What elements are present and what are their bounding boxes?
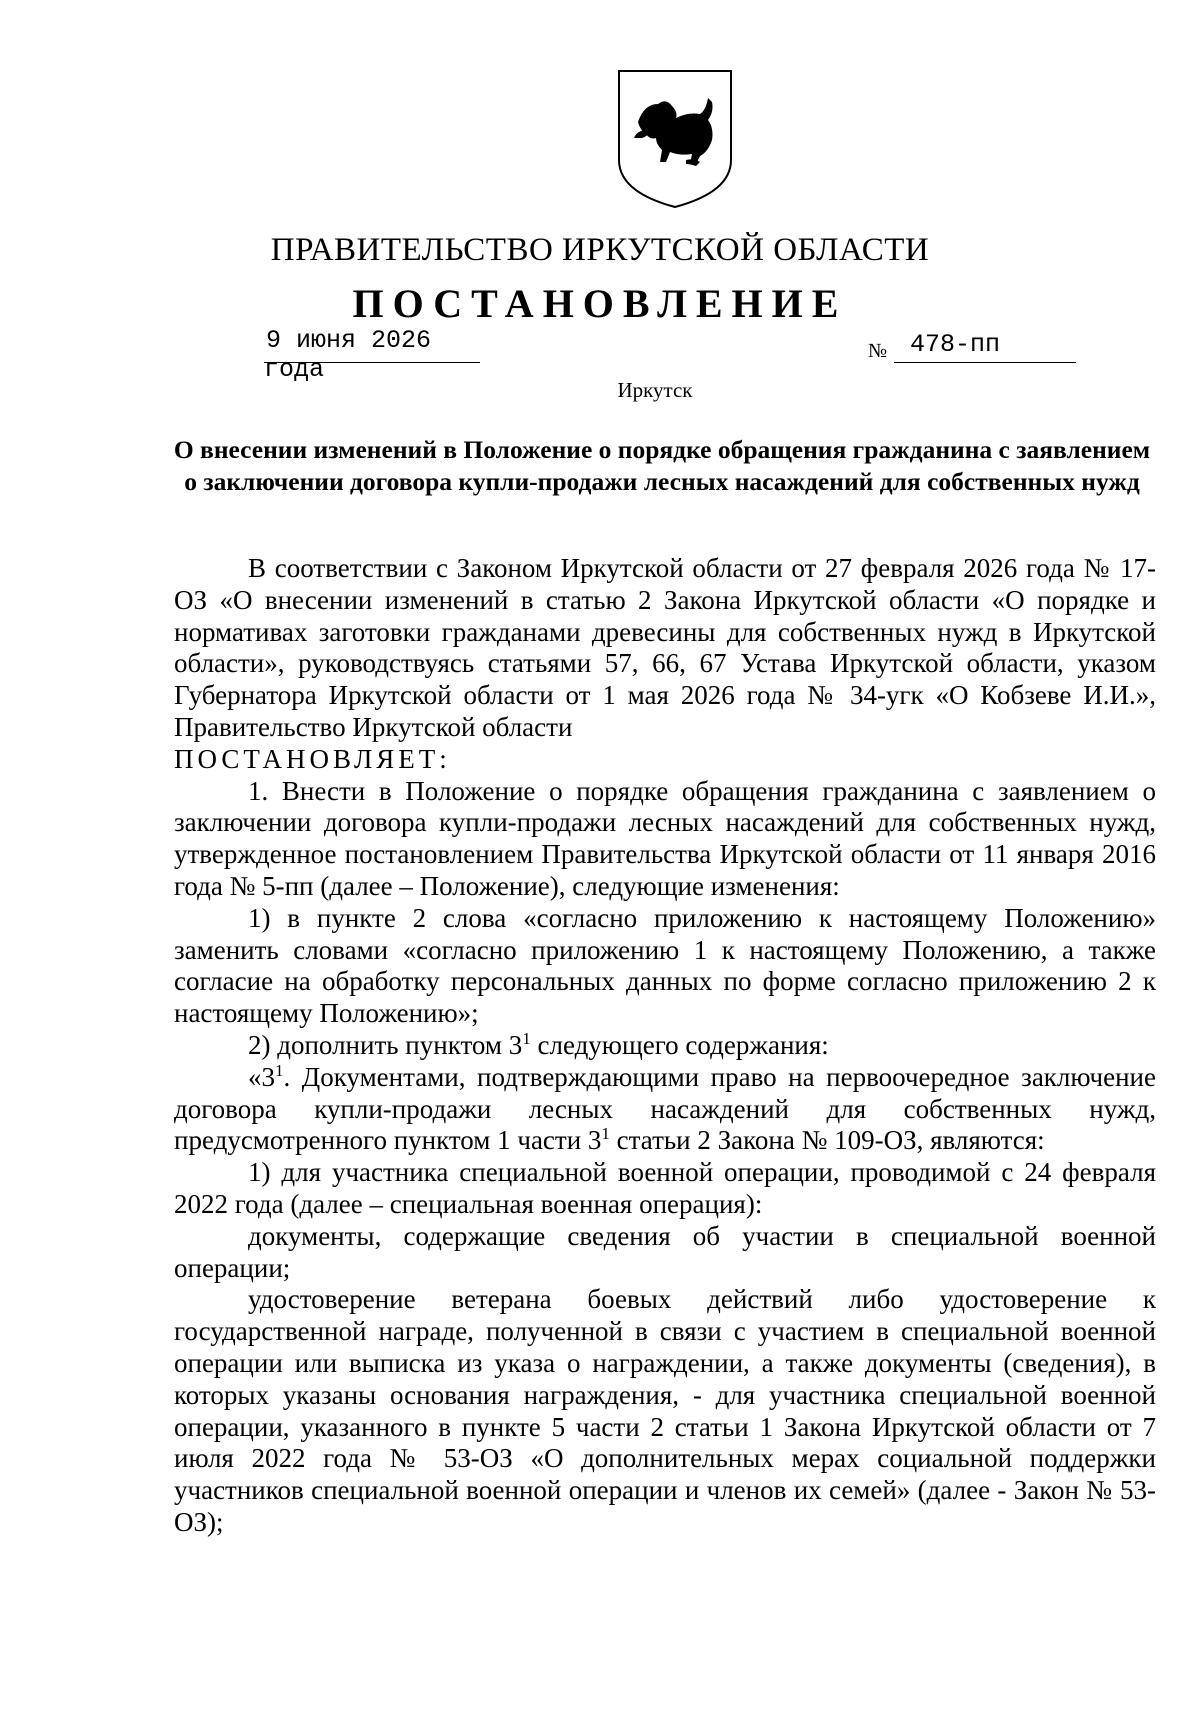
new-point-text-end: статьи 2 Закона № 109-ОЗ, являются:: [609, 1125, 1045, 1156]
subitem-2-superscript: 1: [522, 1028, 531, 1048]
subitem-2-paragraph: [174, 1030, 1156, 1062]
city-name: Иркутск: [617, 378, 693, 402]
subitem-2-text-start: 2) дополнить пунктом 3: [248, 1029, 523, 1060]
document-title: О внесении изменений в Положение о порядке обращения гражданина с заявлением о заключении договора купли-продажи лесных насаждений для собственных нужд: [173, 435, 1151, 496]
document-date-field: [264, 326, 480, 384]
subitem-2-text-end: следующего содержания:: [530, 1029, 829, 1060]
new-point-number: «3: [248, 1061, 275, 1092]
document-number-field: [894, 330, 1076, 363]
coat-of-arms-icon: [616, 68, 734, 210]
new-point-text-superscript: 1: [601, 1124, 610, 1144]
government-name: ПРАВИТЕЛЬСТВО ИРКУТСКОЙ ОБЛАСТИ: [270, 232, 930, 268]
subitem-1-paragraph: 1) в пункте 2 слова «согласно приложению к настоящему Положению» заменить словами «согласно приложению 1 к настоящему Положению, а также согласие на обработку персональных данных по форме согласно приложению 2 к настоящему Положению»;: [174, 902, 1156, 1029]
participant-paragraph: 1) для участника специальной военной операции, проводимой с 24 февраля 2022 года (далее – специальная военная операция):: [174, 1157, 1156, 1219]
document-body: [174, 553, 1156, 1539]
preamble-paragraph: В соответствии с Законом Иркутской области от 27 февраля 2026 года № 17-ОЗ «О внесении изменений в статью 2 Закона Иркутской области «О порядке и нормативах заготовки гражданами древесины для собственных нужд в Иркутской области», руководствуясь статьями 57, 66, 67 Устава Иркутской области, указом Губернатора Иркутской области от 1 мая 2026 года № 34-угк «О Кобзеве И.И.», Правительство Иркутской области: [174, 553, 1156, 742]
documents-paragraph: документы, содержащие сведения об участии в специальной военной операции;: [174, 1220, 1156, 1283]
document-number: 478-пп: [910, 330, 1001, 359]
certificate-paragraph: удостоверение ветерана боевых действий либо удостоверение к государственной награде, полученной в связи с участием в специальной военной операции или выписка из указа о награждении, а также документы (сведения), в которых указаны основания награждения, - для участника специальной военной операции, указанного в пункте 5 части 2 статьи 1 Закона Иркутской области от 7 июля 2022 года № 53-ОЗ «О дополнительных мерах социальной поддержки участников специальной военной операции и членов их семей» (далее - Закон № 53-ОЗ);: [174, 1284, 1156, 1537]
document-date: 9 июня 2026 года: [264, 326, 432, 384]
document-number-block: [868, 330, 1076, 366]
new-point-text-start: . Документами, подтверждающими право на первоочередное заключение договора купли-продажи лесных насаждений для собственных нужд, предусмотренного пунктом 1 части 3: [174, 1061, 1156, 1156]
new-point-paragraph: [174, 1062, 1156, 1157]
document-type-heading: ПОСТАНОВЛЕНИЕ: [352, 281, 848, 326]
number-sign: №: [868, 340, 888, 362]
resolves-heading: ПОСТАНОВЛЯЕТ:: [174, 743, 451, 774]
item-1-paragraph: 1. Внести в Положение о порядке обращения гражданина с заявлением о заключении договора купли-продажи лесных насаждений для собственных нужд, утвержденное постановлением Правительства Иркутской области от 11 января 2016 года № 5-пп (далее – Положение), следующие изменения:: [174, 775, 1156, 901]
new-point-number-superscript: 1: [275, 1060, 284, 1080]
